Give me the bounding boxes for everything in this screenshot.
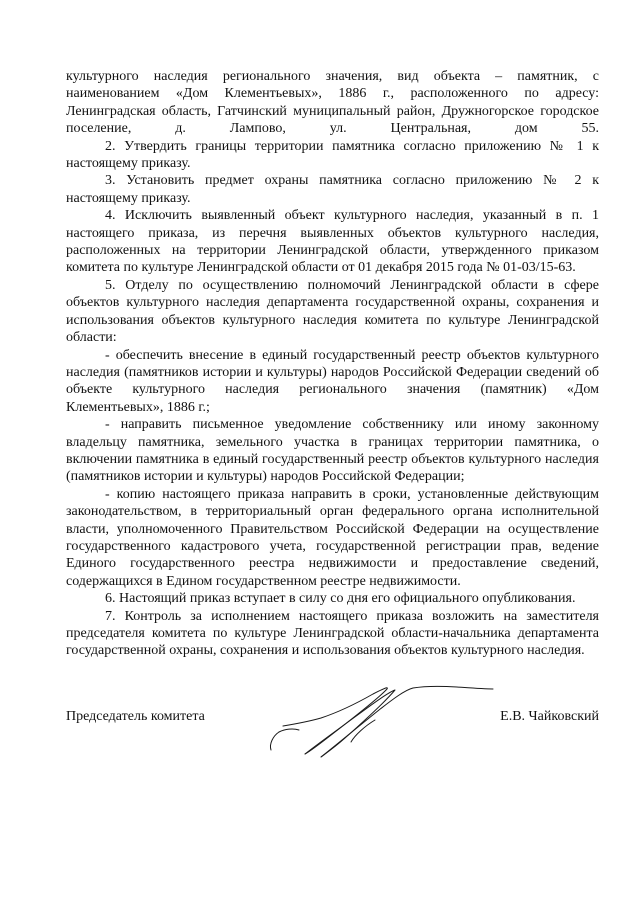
paragraph-item-6: 6. Настоящий приказ вступает в силу со дня его официального опубликования. [105,591,576,607]
handwritten-signature [255,680,515,765]
paragraph-item-4: 4. Исключить выявленный объект культурного наследия, указанный в п. 1 настоящего приказа, из перечня выявленных объектов культурного наследия, расположенных на территории Ленинградской области, утвержденного приказом комитета по культуре Ленинградской области от 01 декабря 2015 года № 01-03/15-63. [66,208,599,276]
paragraph-item-5-bullet-3: - копию настоящего приказа направить в сроки, установленные действующим законодательством, в территориальный орган федерального органа исполнительной власти, уполномоченного Правительством Российской Федерации на осуществление государственного кадастрового учета, государственной регистрации прав, ведение Единого государственного реестра недвижимости и предоставление сведений, содержащихся в Едином государственном реестре недвижимости. [66,486,599,589]
paragraph-item-2: 2. Утвердить границы территории памятника согласно приложению № 1 к настоящему приказу. [66,138,599,172]
paragraph-object-description: культурного наследия регионального значения, вид объекта – памятник, с наименованием «Дом Клементьевых», 1886 г., расположенного по адресу: Ленинградская область, Гатчинский муниципальный район, Дружногорское городское поселение, д. Лампово, ул. Центральная, дом 55. [66,69,599,137]
document-body [66,68,599,660]
paragraph-item-5-bullet-2: - направить письменное уведомление собственнику или иному законному владельцу памятника, земельного участка в границах территории памятника, о включении памятника в единый государственный реестр объектов культурного наследия (памятников истории и культуры) народов Российской Федерации; [66,417,599,485]
signatory-name: Е.В. Чайковский [500,709,599,724]
paragraph-item-3: 3. Установить предмет охраны памятника согласно приложению № 2 к настоящему приказу. [66,173,599,206]
paragraph-item-5-bullet-1: - обеспечить внесение в единый государственный реестр объектов культурного наследия (памятников истории и культуры) народов Российской Федерации сведений об объекте культурного наследия регионального значения (памятник) «Дом Клементьевых», 1886 г.; [66,347,599,415]
paragraph-item-5: 5. Отделу по осуществлению полномочий Ленинградской области в сфере объектов культурного наследия департамента государственной охраны, сохранения и использования объектов культурного наследия комитета по культуре Ленинградской области: [66,277,599,346]
signatory-title: Председатель комитета [66,709,205,724]
paragraph-item-7: 7. Контроль за исполнением настоящего приказа возложить на заместителя председателя комитета по культуре Ленинградской области-начальника департамента государственной охраны, сохранения и использования объектов культурного наследия. [66,608,599,659]
